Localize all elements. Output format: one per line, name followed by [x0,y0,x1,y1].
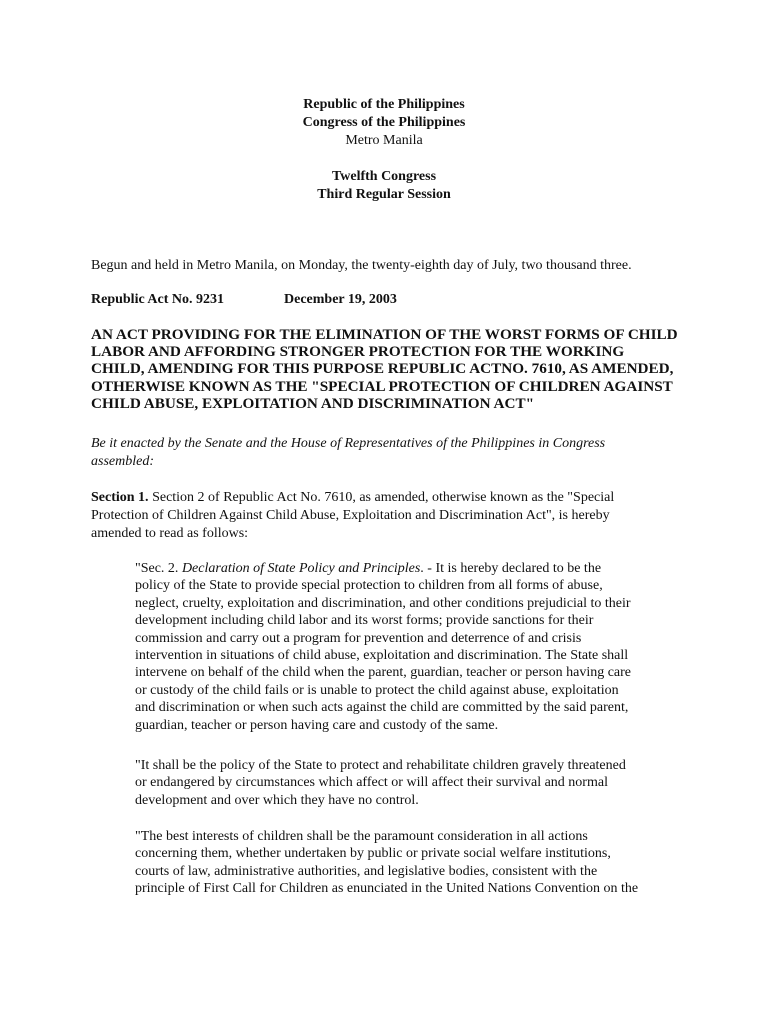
quoted-sec-2-paragraph-3 [135,828,695,898]
header-republic: Republic of the Philippines [303,97,465,112]
quote-line: policy of the State to provide special protection to children from all forms of abuse, [135,578,603,594]
act-number-line [91,291,397,309]
document-header [0,96,768,204]
sec-2-text: . - It is hereby declared to be the [420,561,602,576]
act-title-line: AN ACT PROVIDING FOR THE ELIMINATION OF THE WORST FORMS OF CHILD [91,326,678,343]
quote-line: courts of law, administrative authorities, and legislative bodies, consistent with the [135,863,598,879]
quote-line: or endangered by circumstances which affect or will affect their survival and normal [135,775,608,791]
header-location: Metro Manila [345,133,423,148]
quote-line: "The best interests of children shall be the paramount consideration in all actions [135,829,588,844]
act-title-line: OTHERWISE KNOWN AS THE "SPECIAL PROTECTION OF CHILDREN AGAINST [91,377,673,395]
act-number: Republic Act No. 9231 [91,292,224,307]
act-title-line: LABOR AND AFFORDING STRONGER PROTECTION FOR THE WORKING [91,343,625,361]
act-title-line: CHILD ABUSE, EXPLOITATION AND DISCRIMINATION ACT" [91,394,535,412]
section-1 [91,489,691,543]
quote-line [135,560,695,577]
begun-statement: Begun and held in Metro Manila, on Monday, the twenty-eighth day of July, two thousand three. [91,258,632,273]
act-date: December 19, 2003 [284,292,397,307]
header-spacer [0,150,768,168]
section-1-line: amended to read as follows: [91,526,249,541]
act-title-line: CHILD, AMENDING FOR THIS PURPOSE REPUBLIC ACTNO. 7610, AS AMENDED, [91,360,674,378]
quote-line: intervene on behalf of the child when the parent, guardian, teacher or person having care [135,665,632,681]
quoted-sec-2-paragraph-1 [135,560,695,734]
section-1-line [91,489,691,507]
section-1-text: Section 2 of Republic Act No. 7610, as amended, otherwise known as the "Special [148,490,615,505]
quote-line: neglect, cruelty, exploitation and discrimination, and other conditions prejudicial to their [135,595,631,611]
header-session: Third Regular Session [317,187,451,202]
act-title [91,326,691,412]
quoted-sec-2-paragraph-2 [135,757,695,809]
section-1-label: Section 1. [91,490,149,505]
sec-2-prefix: "Sec. 2. [135,561,182,576]
quote-line: commission and carry out a program for prevention and deterrence of and crisis [135,630,582,646]
quote-line: development and over which they have no control. [135,792,419,808]
quote-line: guardian, teacher or person having care and custody of the same. [135,717,499,733]
quote-line: concerning them, whether undertaken by public or private social welfare institutions, [135,846,611,862]
enacting-clause-line: Be it enacted by the Senate and the House of Representatives of the Philippines in Congress [91,436,606,451]
enacting-clause [91,435,691,470]
quote-line: "It shall be the policy of the State to protect and rehabilitate children gravely threatened [135,758,626,773]
section-1-line: Protection of Children Against Child Abuse, Exploitation and Discrimination Act", is hereby [91,508,610,523]
header-congress: Congress of the Philippines [302,115,466,130]
header-congress-number: Twelfth Congress [331,169,437,184]
quote-line: development including child labor and its worst forms; provide sanctions for their [135,613,594,629]
sec-2-heading: Declaration of State Policy and Principles [181,561,421,576]
quote-line: intervention in situations of child abuse, exploitation and discrimination. The State shall [135,648,629,664]
enacting-clause-line: assembled: [91,453,154,469]
quote-line: and discrimination or when such acts against the child are committed by the said parent, [135,700,629,716]
quote-line: principle of First Call for Children as enunciated in the United Nations Convention on the [135,881,639,897]
quote-line: or custody of the child fails or is unable to protect the child against abuse, exploitation [135,682,619,698]
